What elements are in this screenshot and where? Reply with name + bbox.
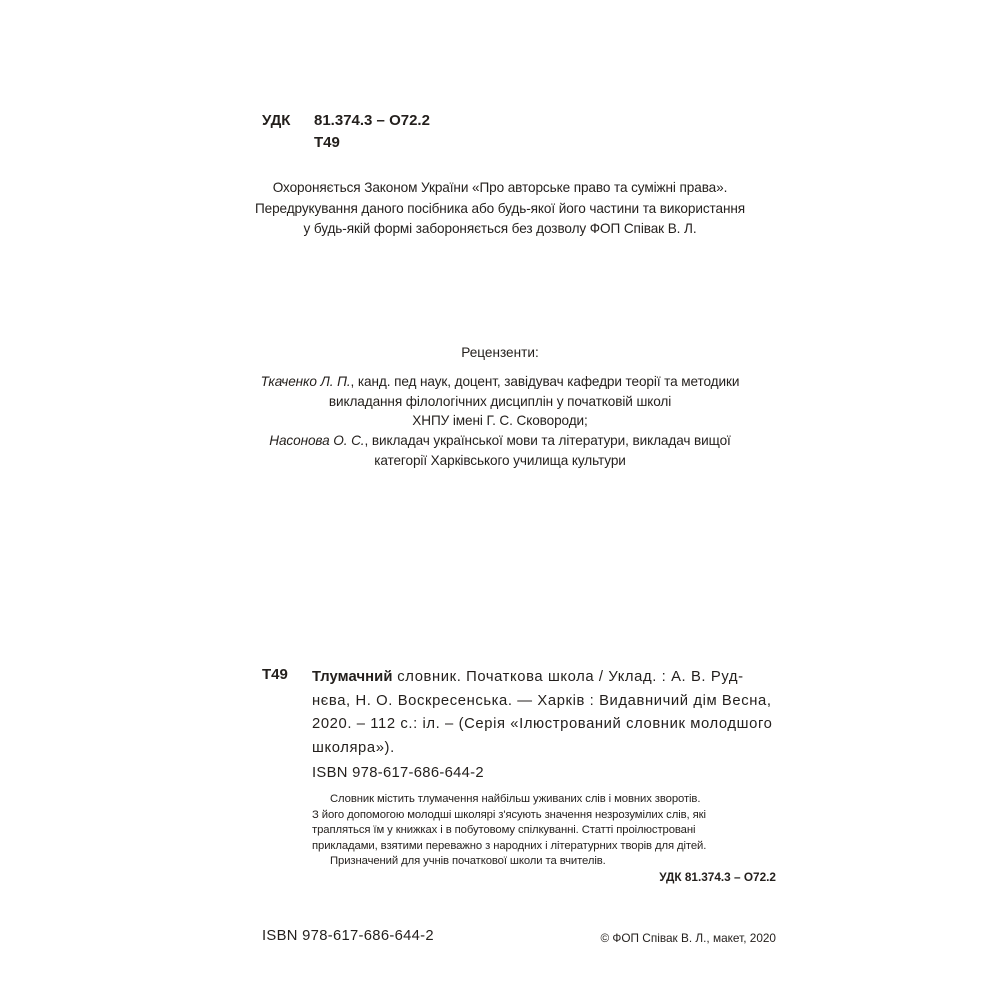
copyright-line: Передрукування даного посібника або будь-якої його частини та використання [254, 200, 746, 216]
catalog-text: словник. Початкова школа / Уклад. : А. В. Руд- [392, 669, 744, 685]
catalog-line: нєва, Н. О. Воскресенська. — Харків : Видавничий дім Весна, [312, 692, 772, 709]
catalog-code: Т49 [262, 666, 288, 683]
annotation-line: Словник містить тлумачення найбільш уживаних слів і мовних зворотів. [330, 793, 701, 805]
catalog-line: школяра»). [312, 739, 395, 756]
footer-copyright: © ФОП Співак В. Л., макет, 2020 [600, 931, 776, 945]
reviewer-line: ХНПУ імені Г. С. Сковороди; [412, 413, 588, 428]
reviewer-line [240, 431, 760, 451]
copyright-notice [200, 178, 800, 240]
reviewer-line [240, 372, 760, 392]
reviewer-line: категорії Харківського училища культури [374, 452, 626, 468]
udk-code-line [262, 110, 430, 132]
author-mark: Т49 [314, 134, 340, 151]
annotation-purpose: Призначений для учнів початкової школи та вчителів. [330, 855, 606, 868]
reviewer-name: Ткаченко Л. П. [260, 374, 351, 389]
annotation-line: прикладами, взятими переважно з народних і літературних творів для дітей. [312, 839, 707, 852]
copyright-line: у будь-якій формі забороняється без дозволу ФОП Співак В. Л. [303, 221, 697, 236]
reviewer-line: викладання філологічних дисциплін у початковій школі [328, 393, 672, 409]
reviewer-entry [240, 372, 760, 431]
udk-header [262, 110, 430, 154]
catalog-isbn: ISBN 978-617-686-644-2 [312, 765, 484, 781]
reviewer-name: Насонова О. С. [269, 433, 365, 448]
annotation-udk: УДК 81.374.3 – О72.2 [659, 870, 776, 884]
reviewer-text: , викладач української мови та літератури, викладач вищої [364, 433, 731, 448]
udk-code: 81.374.3 – О72.2 [314, 112, 430, 129]
catalog-title-word: Тлумачний [312, 669, 393, 685]
catalog-line: 2020. – 112 с.: іл. – (Серія «Ілюстрований словник молодшого [312, 716, 773, 732]
annotation [312, 792, 776, 870]
footer-isbn: ISBN 978-617-686-644-2 [262, 928, 434, 944]
reviewers-title: Рецензенти: [461, 345, 539, 360]
catalog-line [312, 666, 782, 690]
reviewer-entry [240, 431, 760, 470]
annotation-line: трапляться їм у книжках і в побутовому спілкуванні. Статті проілюстровані [312, 824, 696, 837]
annotation-line: З його допомогою молодші школярі з'ясують значення незрозумілих слів, які [312, 808, 706, 821]
reviewer-text: , канд. пед наук, доцент, завідувач кафедри теорії та методики [350, 374, 740, 389]
udk-label: УДК [262, 112, 291, 129]
catalog-entry [312, 666, 782, 760]
copyright-line: Охороняється Законом України «Про авторське право та суміжні права». [272, 180, 728, 195]
